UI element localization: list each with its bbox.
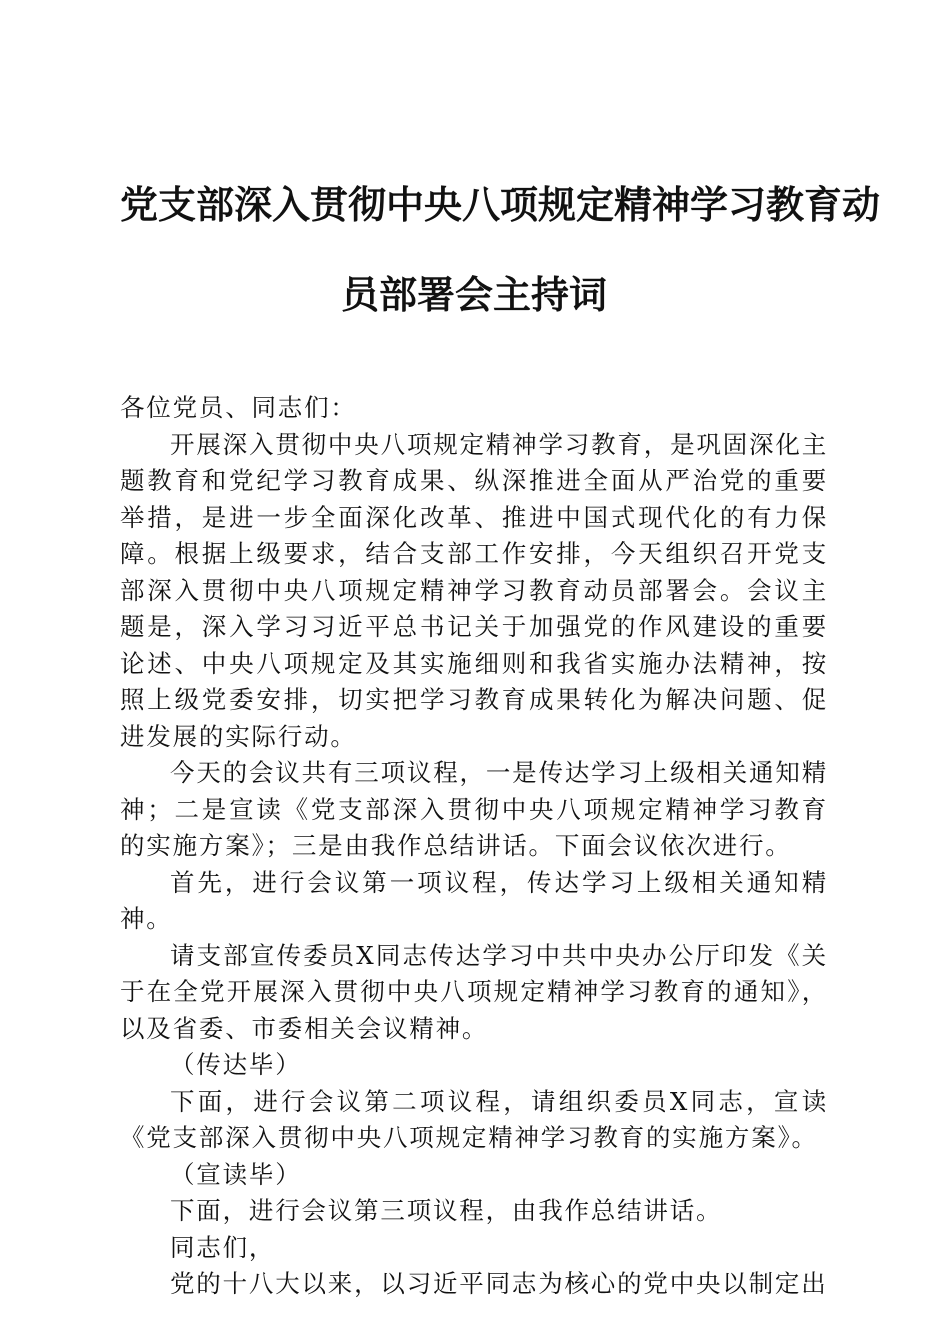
title-line-1: 党支部深入贯彻中央八项规定精神学习教育动: [120, 182, 881, 227]
document-title: [120, 160, 881, 340]
paragraph-intro: 开展深入贯彻中央八项规定精神学习教育，是巩固深化主题教育和党纪学习教育成果、纵深推进全面从严治党的重要举措，是进一步全面深化改革、推进中国式现代化的有力保障。根据上级要求，结合支部工作安排，今天组织召开党支部深入贯彻中央八项规定精神学习教育动员部署会。会议主题是，深入学习习近平总书记关于加强党的作风建设的重要论述、中央八项规定及其实施细则和我省实施办法精神，按照上级党委安排，切实把学习教育成果转化为解决问题、促进发展的实际行动。: [120, 429, 828, 751]
paragraph-item-2: 下面，进行会议第二项议程，请组织委员X同志，宣读《党支部深入贯彻中央八项规定精神学习教育的实施方案》。: [120, 1086, 828, 1152]
paragraph-item-3: 下面，进行会议第三项议程，由我作总结讲话。: [170, 1196, 723, 1225]
paragraph-closing-start: 党的十八大以来，以习近平同志为核心的党中央以制定出: [170, 1269, 828, 1298]
paragraph-agenda: 今天的会议共有三项议程，一是传达学习上级相关通知精神；二是宣读《党支部深入贯彻中央八项规定精神学习教育的实施方案》；三是由我作总结讲话。下面会议依次进行。: [120, 758, 828, 860]
document-page: [120, 160, 881, 1303]
title-line-2: 员部署会主持词: [340, 272, 607, 317]
paragraph-note-2: （宣读毕）: [170, 1159, 302, 1189]
paragraph-item-1-detail: 请支部宣传委员X同志传达学习中共中央办公厅印发《关于在全党开展深入贯彻中央八项规定精神学习教育的通知》，以及省委、市委相关会议精神。: [120, 940, 828, 1043]
paragraph-item-1: 首先，进行会议第一项议程，传达学习上级相关通知精神。: [120, 867, 828, 933]
salutation: 各位党员、同志们：: [120, 393, 357, 422]
paragraph-note-1: （传达毕）: [170, 1050, 302, 1079]
paragraph-address: 同志们，: [170, 1232, 276, 1262]
document-body: [120, 390, 828, 1303]
